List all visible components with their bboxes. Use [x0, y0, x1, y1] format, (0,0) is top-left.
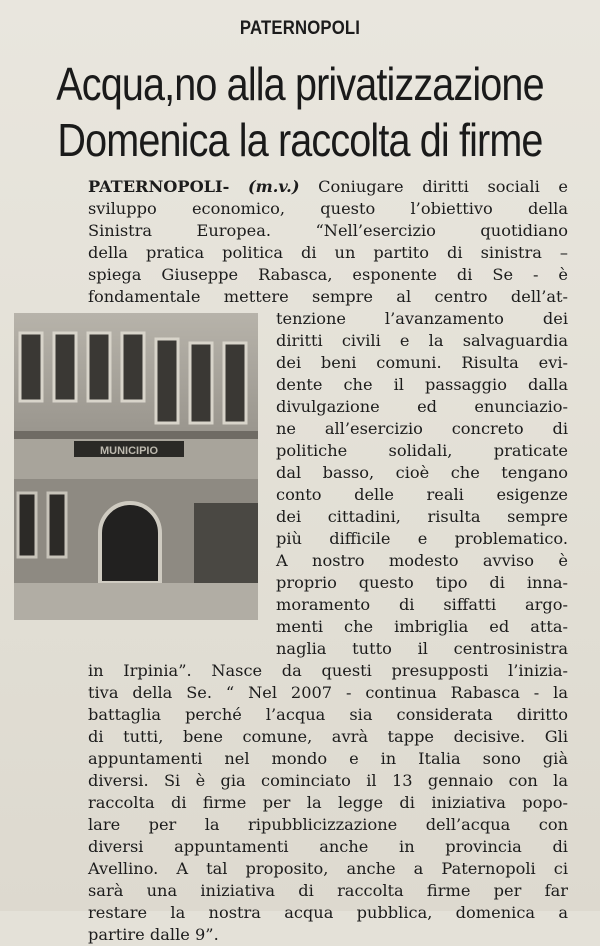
article-line-14: dal basso, cioè che tengano [276, 463, 568, 482]
article-line-13: politiche solidali, praticate [276, 441, 568, 460]
article-byline: (m.v.) [247, 177, 300, 196]
article-line-7: tenzione l’avanzamento dei [276, 309, 568, 328]
article-line-15: conto delle reali esigenze [276, 485, 568, 504]
town-hall-illustration [14, 313, 258, 620]
article-line-35: partire dalle 9”. [88, 925, 219, 944]
article-line-17: più difficile e problematico. [276, 529, 568, 548]
article-line-21: menti che imbriglia ed atta- [276, 617, 568, 636]
article-line-27: appuntamenti nel mondo e in Italia sono già [88, 749, 568, 768]
article-line-5: spiega Giuseppe Rabasca, esponente di Se - è [88, 265, 568, 284]
headline-line-2: Domenica la raccolta di firme [57, 114, 543, 166]
article-line-19: proprio questo tipo di inna- [276, 573, 568, 592]
article-dateline: PATERNOPOLI- [88, 177, 230, 196]
town-hall-photo [14, 313, 258, 620]
article-line-20: moramento di siffatti argo- [276, 595, 568, 614]
article-line-24: tiva della Se. “ Nel 2007 - continua Rabasca - la [88, 683, 568, 702]
article-line-22: naglia tutto il centrosinistra [276, 639, 568, 658]
headline-line-1: Acqua,no alla privatizzazione [56, 58, 544, 110]
article-line-29: raccolta di firme per la legge di iniziativa popo- [88, 793, 568, 812]
article-line-6: fondamentale mettere sempre al centro dell’at- [88, 287, 568, 306]
article-line-32: Avellino. A tal proposito, anche a Paternopoli ci [88, 859, 568, 878]
article-line-1: PATERNOPOLI- (m.v.) Coniugare diritti sociali e [88, 177, 568, 196]
article-line-11: divulgazione ed enunciazio- [276, 397, 568, 416]
article-line-34: restare la nostra acqua pubblica, domenica a [88, 903, 568, 922]
article-line-12: ne all’esercizio concreto di [276, 419, 568, 438]
section-kicker: PATERNOPOLI [239, 18, 361, 39]
article-line-16: dei cittadini, risulta sempre [276, 507, 568, 526]
article-line-26: di tutti, bene comune, avrà tappe decisive. Gli [88, 727, 568, 746]
article-line-4: della pratica politica di un partito di sinistra – [88, 243, 568, 262]
article-line-3: Sinistra Europea. “Nell’esercizio quotidiano [88, 221, 568, 240]
article-line-23: in Irpinia”. Nasce da questi presupposti l’inizia- [88, 661, 568, 680]
article-line-10: dente che il passaggio dalla [276, 375, 568, 394]
sign-lettering: MUNICIPIO [99, 445, 159, 457]
article-line-31: diversi appuntamenti anche in provincia di [88, 837, 568, 856]
article-line-28: diversi. Si è gia cominciato il 13 gennaio con la [88, 771, 568, 790]
article-line-25: battaglia perché l’acqua sia considerata diritto [88, 705, 568, 724]
article-line-18: A nostro modesto avviso è [276, 551, 568, 570]
article-line-33: sarà una iniziativa di raccolta firme per far [88, 881, 568, 900]
article-line-2: sviluppo economico, questo l’obiettivo della [88, 199, 568, 218]
article-line-9: dei beni comuni. Risulta evi- [276, 353, 568, 372]
article-line-8: diritti civili e la salvaguardia [276, 331, 568, 350]
article-line-30: lare per la ripubblicizzazione dell’acqua con [88, 815, 568, 834]
